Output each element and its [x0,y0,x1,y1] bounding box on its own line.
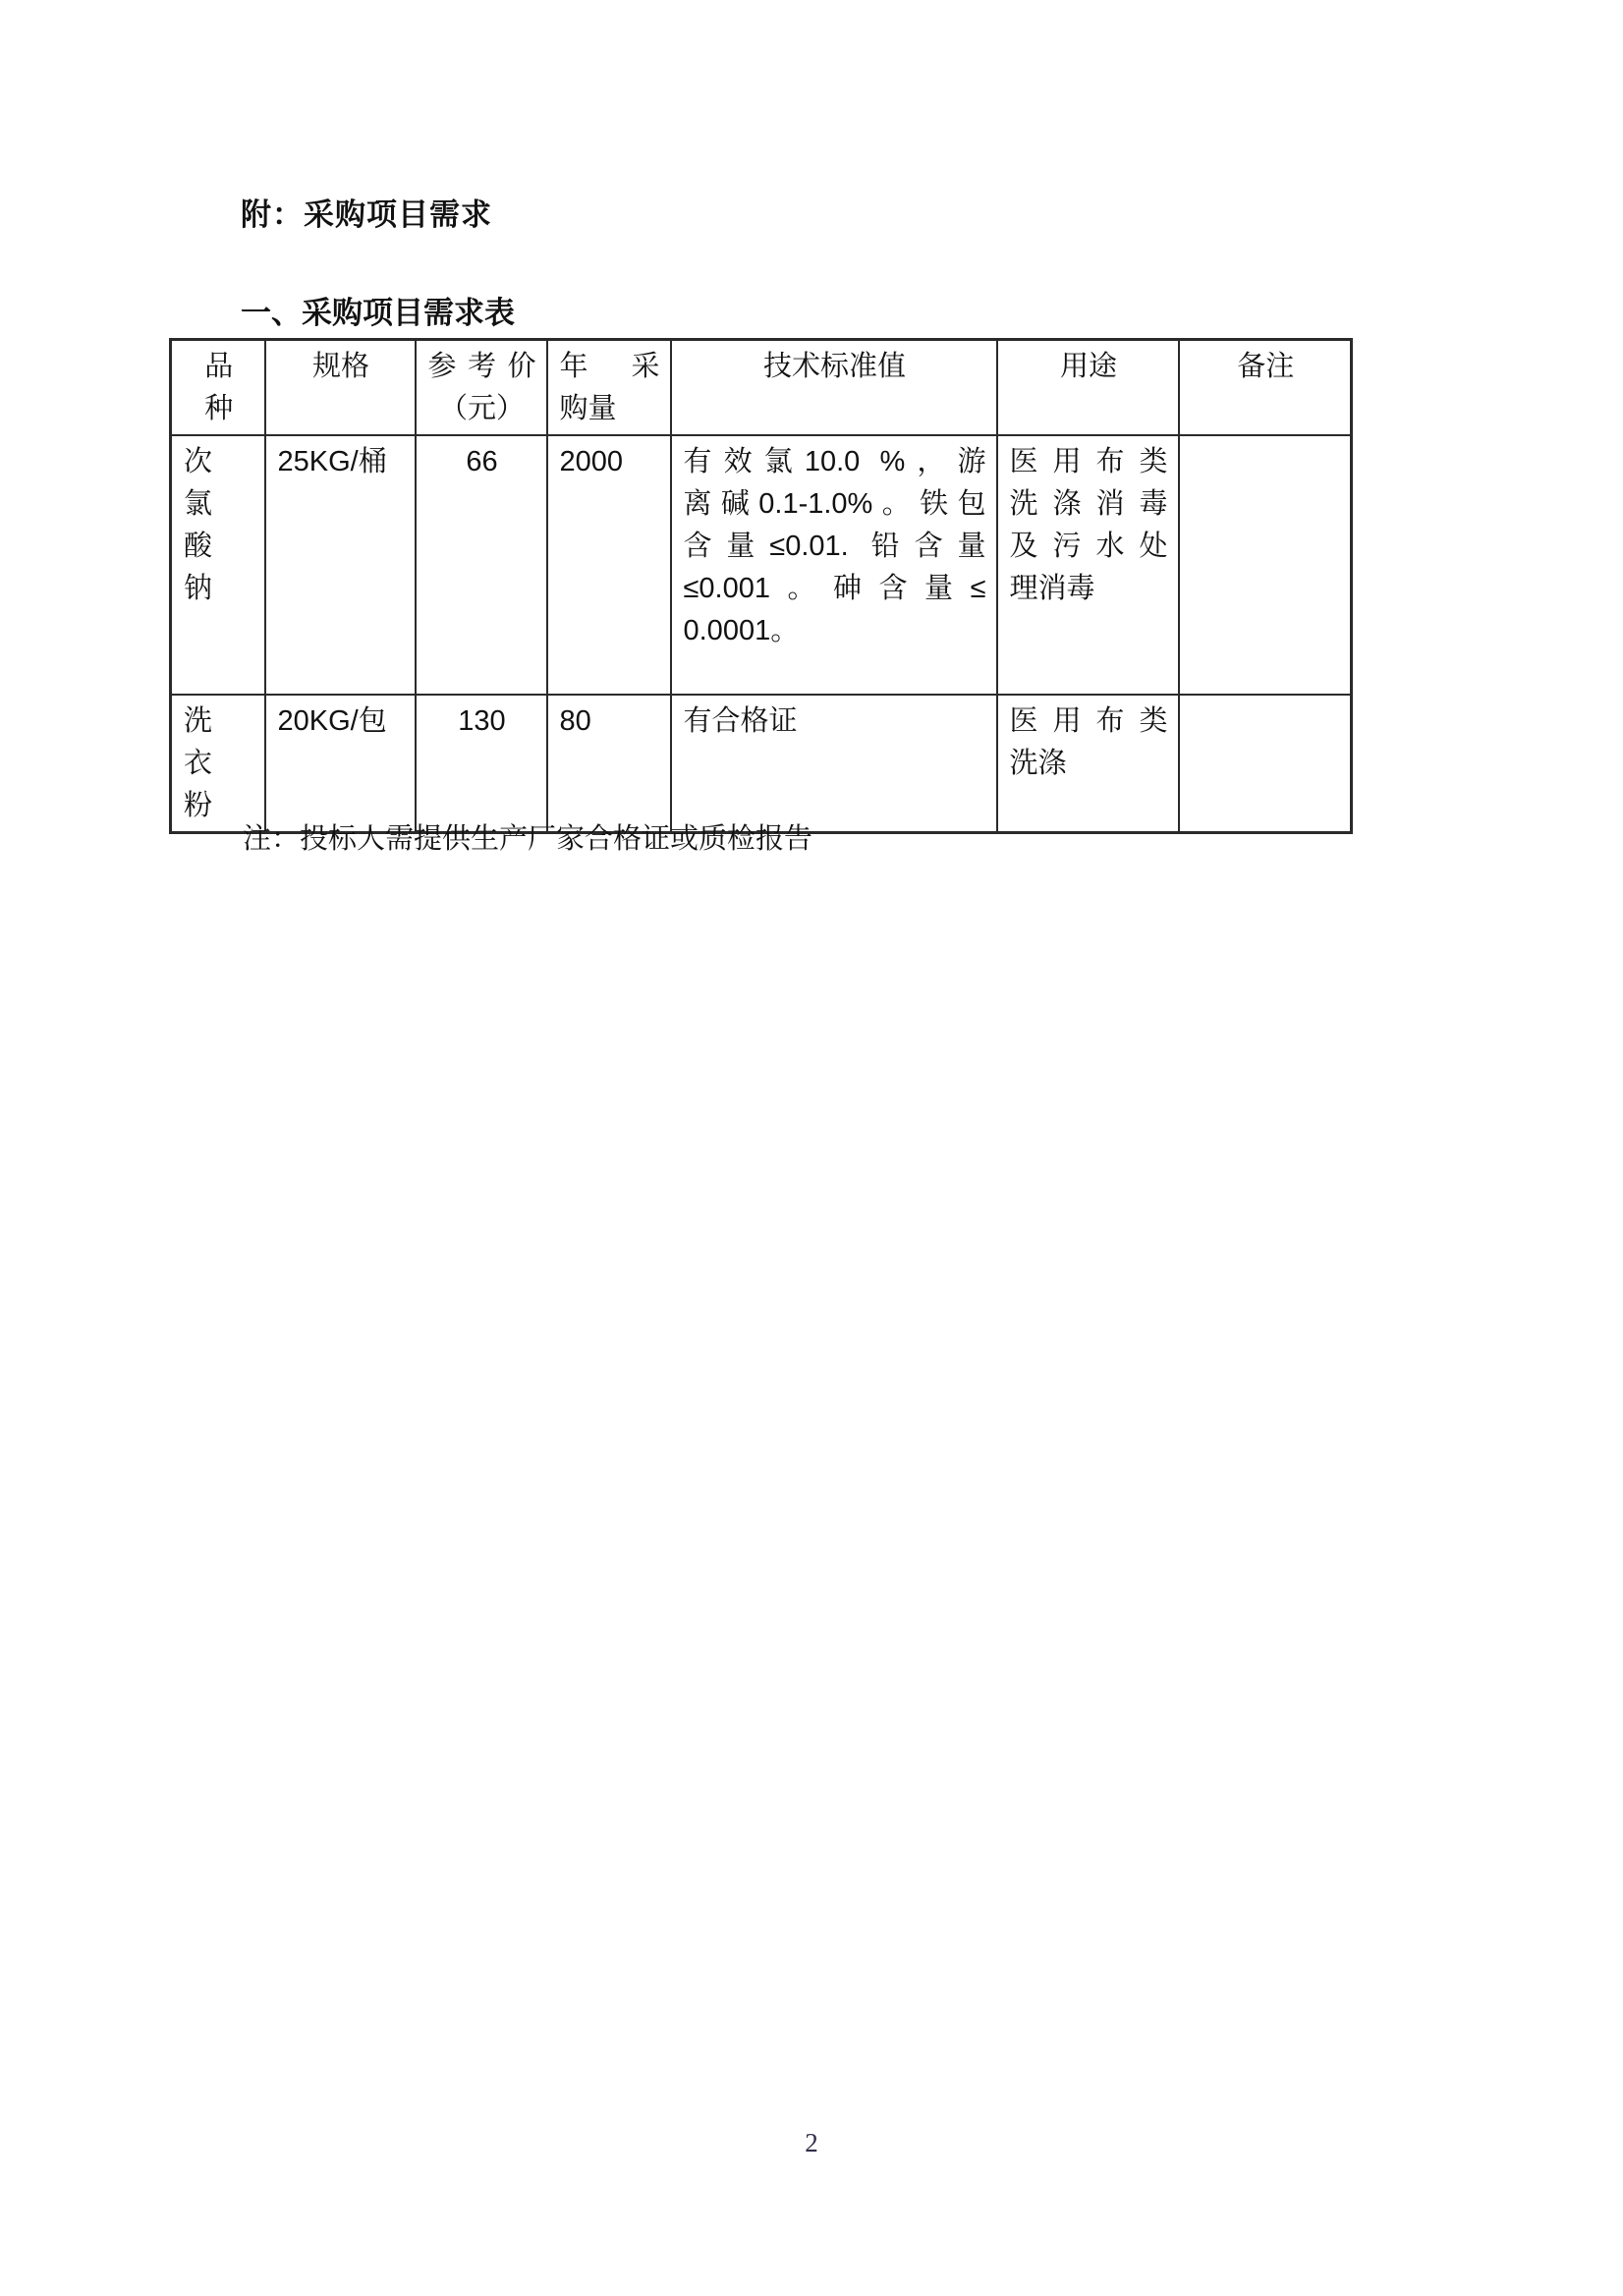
cell-annual-qty: 80 [547,695,671,833]
cell-ref-price: 66 [416,435,547,695]
cell-spec: 20KG/包 [265,695,416,833]
cell-remark [1179,435,1352,695]
table-note: 注：投标人需提供生产厂家合格证或质检报告 [243,823,813,855]
cell-spec: 25KG/桶 [265,435,416,695]
cell-annual-qty: 2000 [547,435,671,695]
section-heading: 一、采购项目需求表 [241,296,515,330]
cell-usage: 医用布类 洗涤 [997,695,1179,833]
table-row-sodium-hypochlorite [171,435,1352,695]
cell-ref-price: 130 [416,695,547,833]
cell-variety: 洗 衣 粉 [171,695,265,833]
cell-tech-standard: 有合格证 [671,695,997,833]
cell-usage: 医用布类 洗涤消毒 及污水处 理消毒 [997,435,1179,695]
header-ref-price: 参考价 （元） [416,340,547,436]
header-remark: 备注 [1179,340,1352,436]
doc-title: 附：采购项目需求 [241,197,492,232]
header-usage: 用途 [997,340,1179,436]
table-row-washing-powder [171,695,1352,833]
header-variety: 品 种 [171,340,265,436]
cell-tech-standard: 有效氯10.0 %，游 离碱0.1-1.0%。铁包 含量≤0.01. 铅含量 ≤0.001。砷含量≤ 0.0001。 [671,435,997,695]
header-tech-standard: 技术标准值 [671,340,997,436]
header-annual-qty: 年采 购量 [547,340,671,436]
procurement-requirements-table [169,338,1353,834]
cell-variety: 次 氯 酸 钠 [171,435,265,695]
cell-remark [1179,695,1352,833]
table-header-row [171,340,1352,436]
header-spec: 规格 [265,340,416,436]
page-number: 2 [805,2128,818,2157]
